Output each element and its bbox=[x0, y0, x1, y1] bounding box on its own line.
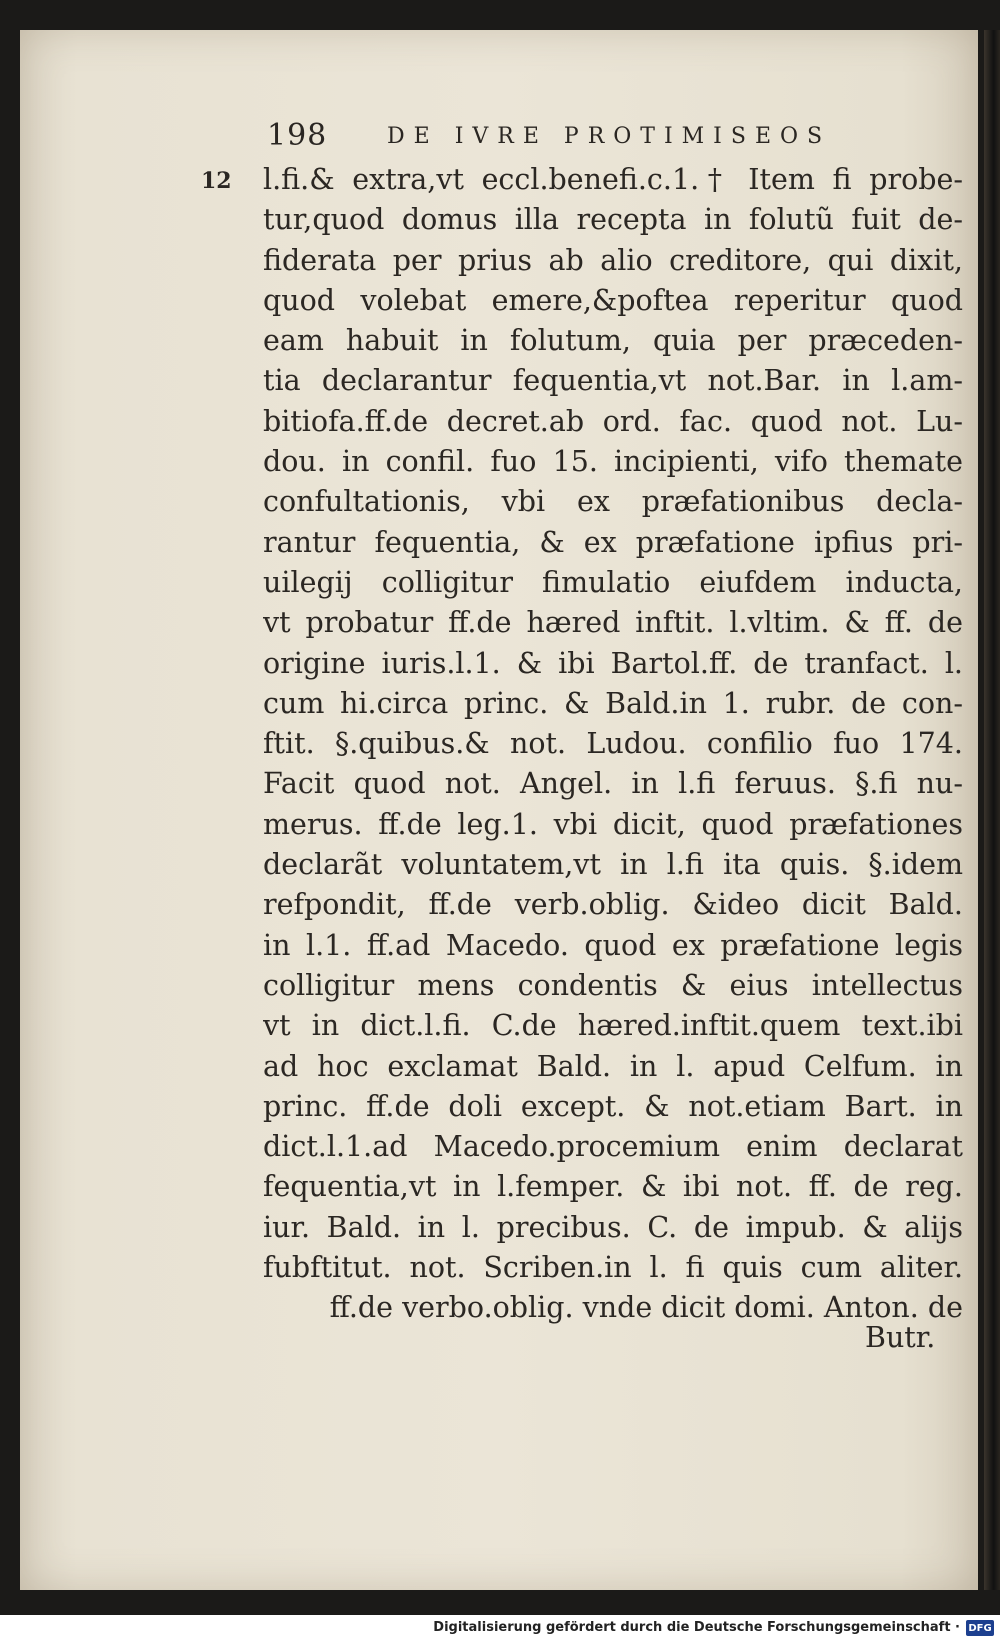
dfg-logo: DFG bbox=[966, 1620, 994, 1636]
funding-credit: Digitalisierung gefördert durch die Deutsche Forschungsgemeinschaft · bbox=[433, 1620, 960, 1635]
text-line: refpondit, ff.de verb.oblig. &ideo dicit Bald. bbox=[263, 888, 963, 922]
text-line: princ. ff.de doli except. & not.etiam Bart. in bbox=[263, 1089, 963, 1123]
text-line: vt probatur ff.de hæred inftit. l.vltim. & ff. de bbox=[263, 606, 963, 640]
text-line: eam habuit in folutum, quia per præceden- bbox=[263, 324, 963, 358]
text-line: quod volebat emere,&poftea reperitur quod bbox=[263, 283, 963, 317]
catchword: Butr. bbox=[865, 1321, 936, 1354]
text-line: confultationis, vbi ex præfationibus decla- bbox=[263, 485, 963, 519]
text-line: in l.1. ff.ad Macedo. quod ex præfatione legis bbox=[263, 928, 963, 962]
text-line: cum hi.circa princ. & Bald.in 1. rubr. de con- bbox=[263, 686, 963, 720]
text-line: Facit quod not. Angel. in l.fi feruus. §.fi nu- bbox=[263, 767, 963, 801]
text-line: declarãt voluntatem,vt in l.fi ita quis. §.idem bbox=[263, 848, 963, 882]
footer-bar bbox=[0, 1615, 1000, 1641]
page-number: 198 bbox=[267, 118, 328, 153]
text-line: dict.l.1.ad Macedo.procemium enim declarat bbox=[263, 1130, 963, 1164]
text-line: iur. Bald. in l. precibus. C. de impub. & alijs bbox=[263, 1210, 963, 1244]
text-line: merus. ff.de leg.1. vbi dicit, quod præfationes bbox=[263, 807, 963, 841]
text-line: tur,quod domus illa recepta in folutũ fuit de- bbox=[263, 203, 963, 237]
text-line: bitiofa.ff.de decret.ab ord. fac. quod not. Lu- bbox=[263, 404, 963, 438]
text-line: uilegij colligitur fimulatio eiufdem inducta, bbox=[263, 565, 963, 599]
text-line: origine iuris.l.1. & ibi Bartol.ff. de tranfact. l. bbox=[263, 646, 963, 680]
text-line: rantur fequentia, & ex præfatione ipfius pri- bbox=[263, 525, 963, 559]
running-head-title: DE IVRE PROTIMISEOS bbox=[387, 124, 832, 149]
body-text bbox=[263, 160, 963, 1329]
text-line: tia declarantur fequentia,vt not.Bar. in l.am- bbox=[263, 364, 963, 398]
margin-note: 12 bbox=[201, 168, 232, 194]
text-line: dou. in confil. fuo 15. incipienti, vifo themate bbox=[263, 445, 963, 479]
text-line: ad hoc exclamat Bald. in l. apud Celfum. in bbox=[263, 1049, 963, 1083]
text-line: ftit. §.quibus.& not. Ludou. confilio fuo 174. bbox=[263, 727, 963, 761]
text-line: colligitur mens condentis & eius intellectus bbox=[263, 968, 963, 1002]
text-line: l.fi.& extra,vt eccl.benefi.c.1.† Item fi probe- bbox=[263, 163, 963, 196]
text-line: vt in dict.l.fi. C.de hæred.inftit.quem text.ibi bbox=[263, 1009, 963, 1043]
text-line: fiderata per prius ab alio creditore, qui dixit, bbox=[263, 243, 963, 277]
text-line: fubftitut. not. Scriben.in l. fi quis cum aliter. bbox=[263, 1251, 963, 1285]
text-line: fequentia,vt in l.femper. & ibi not. ff. de reg. bbox=[263, 1170, 963, 1204]
text-line: ff.de verbo.oblig. vnde dicit domi. Anton. de bbox=[329, 1291, 963, 1325]
page-edge bbox=[984, 30, 1000, 1590]
running-head bbox=[267, 118, 887, 158]
